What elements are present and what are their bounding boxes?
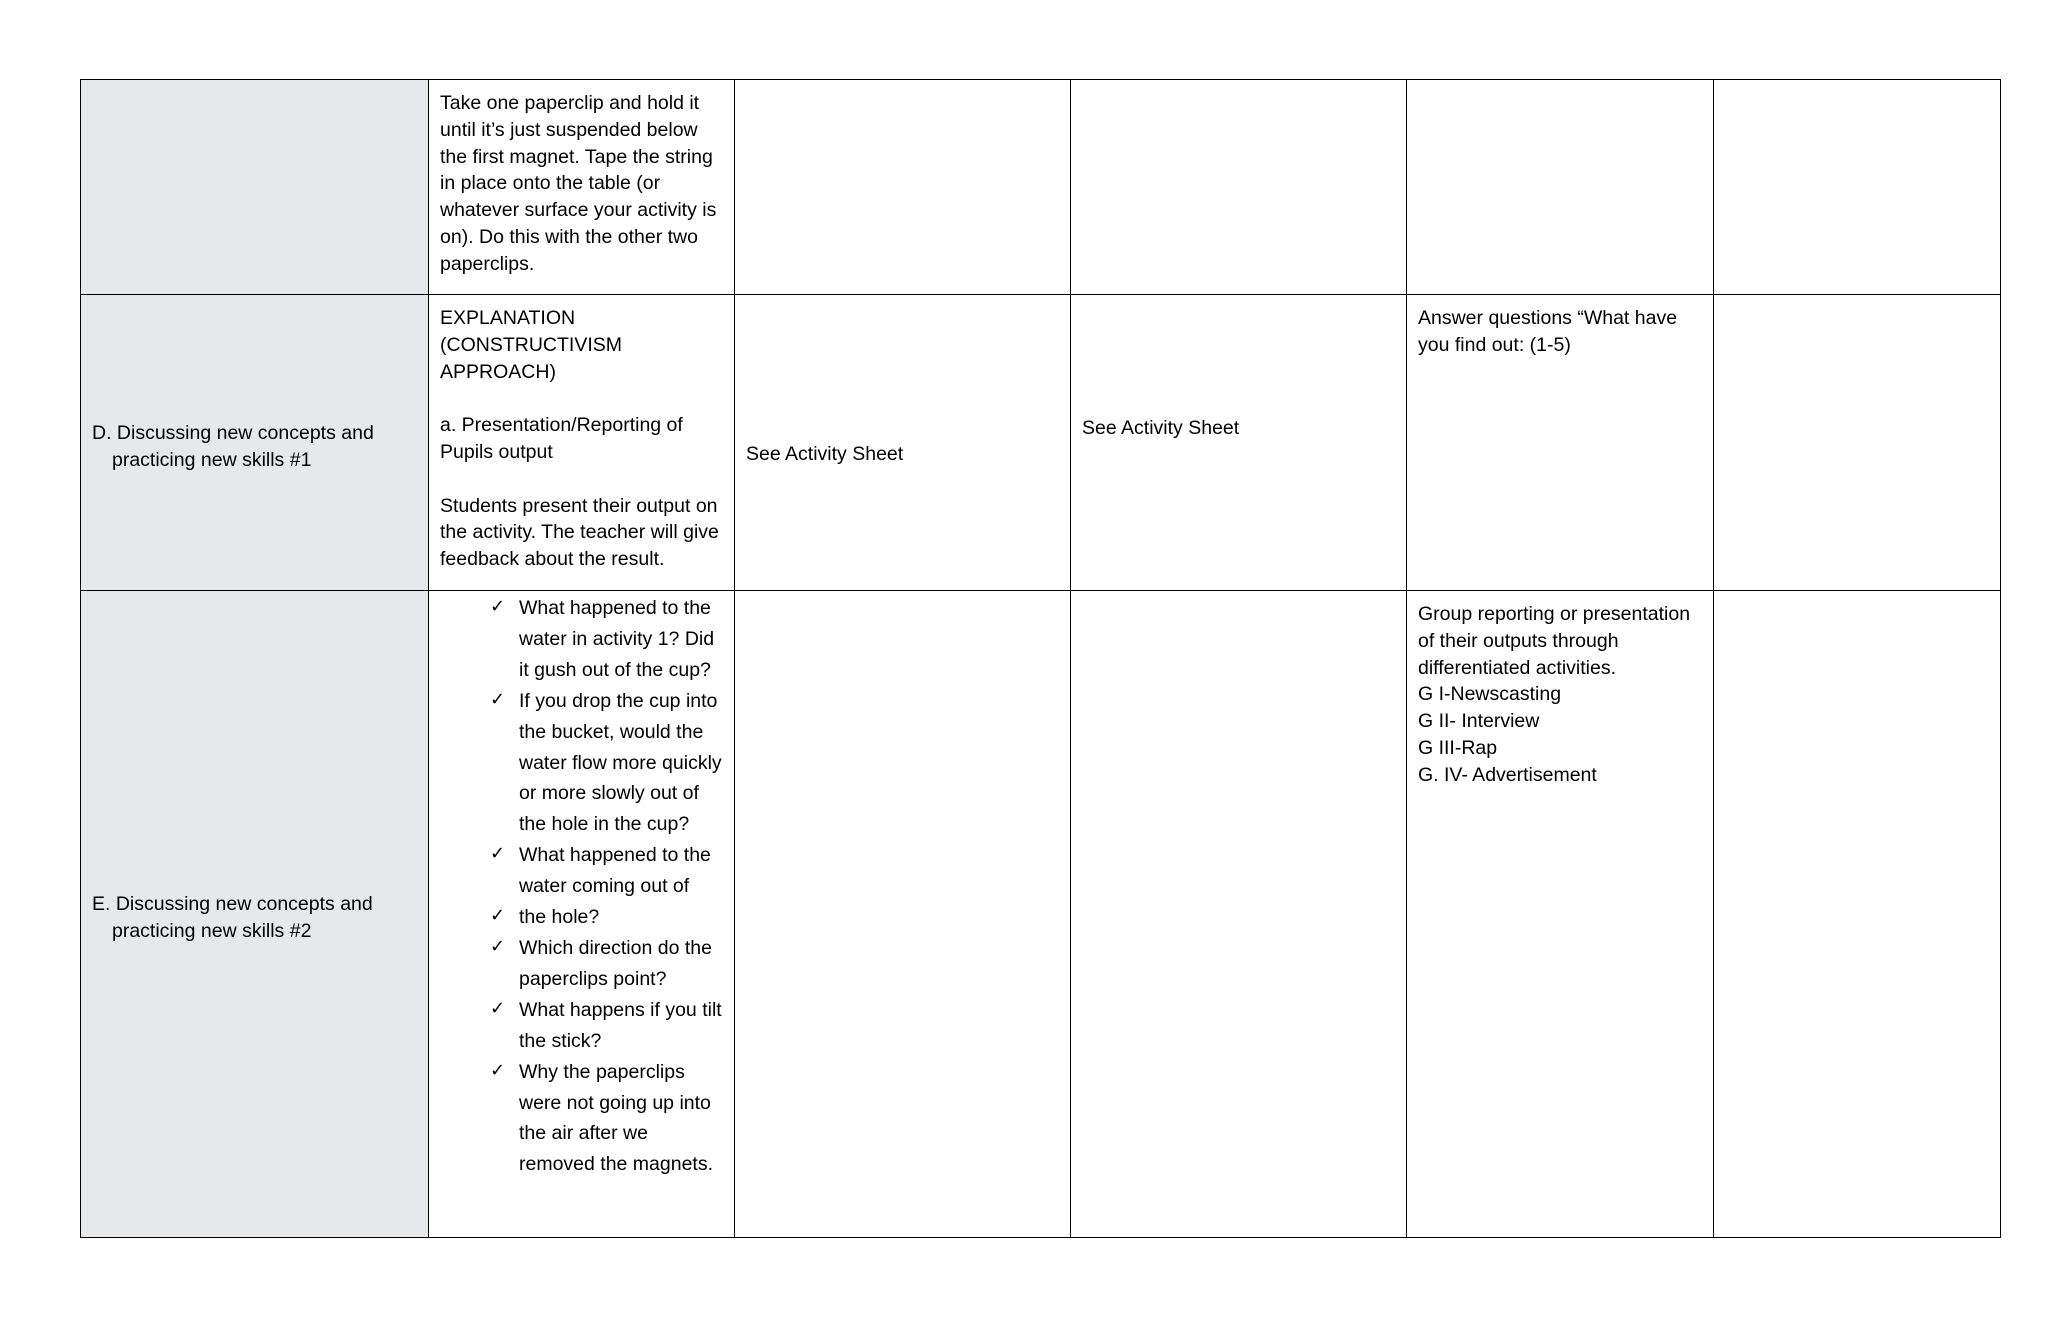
checklist-item-text: Why the paperclips were not going up into the air after we removed the magnets. xyxy=(519,1060,714,1176)
checklist-item xyxy=(490,902,723,933)
row-d-label-cell xyxy=(81,295,429,591)
checklist-item-text: What happened to the water in activity 1? Did it gush out of the cup? xyxy=(519,597,715,681)
check-mark-icon: ✓ xyxy=(490,905,506,927)
row-d-spacer-2 xyxy=(440,466,723,493)
row-e-col5-line: G II- Interview xyxy=(1418,710,1540,733)
row-d-label: D. Discussing new concepts and practicing new skills #1 xyxy=(92,421,374,471)
row-d-procedure-heading: EXPLANATION (CONSTRUCTIVISM APPROACH) xyxy=(440,307,622,383)
row-e-label: E. Discussing new concepts and practicing new skills #2 xyxy=(92,893,373,942)
row-e-checklist xyxy=(440,593,723,1180)
row-d-col3-cell xyxy=(735,295,1071,591)
checklist-item-text: the hole? xyxy=(519,906,600,929)
check-mark-icon: ✓ xyxy=(490,935,506,957)
row-d-col4-text: See Activity Sheet xyxy=(1082,417,1240,440)
row-d-col4-cell xyxy=(1071,295,1407,591)
row-c-procedure-cell xyxy=(429,80,735,295)
row-c-label-cell xyxy=(81,80,429,295)
row-e-col5-line: G I-Newscasting xyxy=(1418,683,1562,706)
row-d-spacer-1 xyxy=(440,385,723,412)
row-e-col5-line: G. IV- Advertisement xyxy=(1418,763,1597,786)
checklist-item xyxy=(490,593,723,686)
row-e-col5-line: Group reporting or presentation of their outputs through differentiated activities. xyxy=(1418,603,1691,679)
row-e-col5-cell xyxy=(1407,591,1714,1238)
check-mark-icon: ✓ xyxy=(490,843,506,865)
row-e-col3-cell xyxy=(735,591,1071,1238)
table-row-d xyxy=(81,295,2001,591)
row-d-procedure-body: Students present their output on the activity. The teacher will give feedback about the result. xyxy=(440,494,719,571)
table-row-c xyxy=(81,80,2001,295)
checklist-item-text: If you drop the cup into the bucket, would the water flow more quickly or more slowly out of the hole in the cup? xyxy=(519,689,722,836)
check-mark-icon: ✓ xyxy=(490,1059,506,1081)
row-e-col6-cell xyxy=(1714,591,2001,1238)
check-mark-icon: ✓ xyxy=(490,596,506,617)
checklist-item xyxy=(490,840,723,902)
checklist-item-text: What happened to the water coming out of xyxy=(519,844,711,898)
row-d-procedure-cell xyxy=(429,295,735,591)
row-d-col6-cell xyxy=(1714,295,2001,591)
row-c-col4-cell xyxy=(1071,80,1407,295)
row-e-procedure-cell xyxy=(429,591,735,1238)
row-c-col5-cell xyxy=(1407,80,1714,295)
table-row-e xyxy=(81,591,2001,1238)
checklist-item-text: What happens if you tilt the stick? xyxy=(519,998,722,1052)
checklist-item xyxy=(490,933,723,995)
row-d-col3-text: See Activity Sheet xyxy=(746,443,904,466)
row-c-col3-cell xyxy=(735,80,1071,295)
check-mark-icon: ✓ xyxy=(490,997,506,1019)
row-d-col5-text: Answer questions “What have you find out: (1-5) xyxy=(1418,307,1678,356)
row-d-col5-cell xyxy=(1407,295,1714,591)
row-c-col6-cell xyxy=(1714,80,2001,295)
check-mark-icon: ✓ xyxy=(490,688,506,710)
checklist-item-text: Which direction do the paperclips point? xyxy=(519,936,712,990)
row-c-procedure-text: Take one paperclip and hold it until it’s just suspended below the first magnet. Tape the string in place onto the table (or whatever surface your activity is on). Do this with the other two paperclips. xyxy=(440,92,717,275)
row-e-label-cell xyxy=(81,591,429,1238)
lesson-plan-table xyxy=(80,79,2001,1238)
checklist-item xyxy=(490,1057,723,1181)
checklist-item xyxy=(490,686,723,841)
row-d-procedure-sub: a. Presentation/Reporting of Pupils output xyxy=(440,414,683,463)
checklist-item xyxy=(490,995,723,1057)
row-e-col5-line: G III-Rap xyxy=(1418,736,1498,759)
row-e-col4-cell xyxy=(1071,591,1407,1238)
